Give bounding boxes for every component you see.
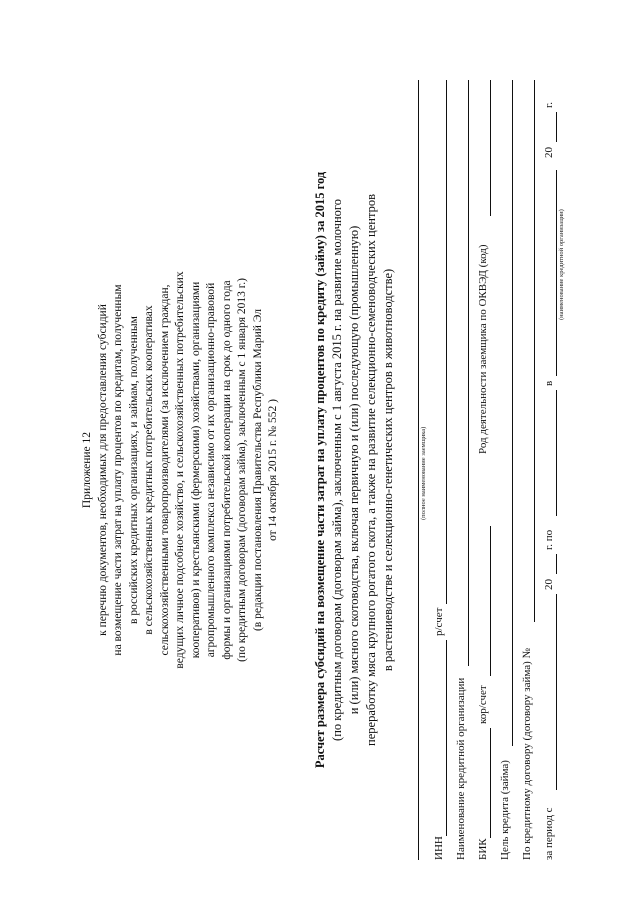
appendix-line: от 14 октября 2015 г. № 552 ) xyxy=(267,399,279,541)
year-suffix-2: г. xyxy=(543,101,555,108)
borrower-name-line[interactable] xyxy=(418,80,419,860)
in-label: в xyxy=(543,380,555,386)
corr-account-field[interactable] xyxy=(490,526,491,676)
inn-field[interactable] xyxy=(446,640,447,836)
appendix-line: Приложение 12 xyxy=(81,431,93,509)
year-field-2[interactable] xyxy=(556,112,557,142)
appendix-line: ведущих личное подсобное хозяйство, и сельскохозяйственных потребительских xyxy=(174,271,186,669)
appendix-line: кооперативов) и крестьянскими (фермерскими) хозяйствами, организациями xyxy=(189,281,202,659)
appendix-line: сельскохозяйственными товаропроизводителями (за исключением граждан, xyxy=(158,284,171,656)
corr-account-label: кор/счет xyxy=(477,685,489,724)
form-title xyxy=(312,80,397,860)
bank-name-hint: (наименование кредитной организации) xyxy=(558,209,565,320)
title-line: в растениеводстве и селекционно-генетических центров в животноводстве) xyxy=(381,268,395,672)
period-to-field[interactable] xyxy=(556,390,557,516)
appendix-line: на возмещение части затрат на уплату процентов по кредитам, полученным xyxy=(112,284,124,656)
period-from-label: за период с xyxy=(543,807,555,860)
year-prefix-2: 20 xyxy=(543,147,555,158)
bank-field[interactable] xyxy=(468,80,469,666)
okved-label: Род деятельности заемщика по ОКВЭД (код) xyxy=(477,244,489,454)
bik-field[interactable] xyxy=(490,728,491,838)
bank-label: Наименование кредитной организации xyxy=(455,677,467,860)
appendix-line: формы и организациями потребительской кооперации на срок до одного года xyxy=(220,280,233,660)
okved-field[interactable] xyxy=(490,80,491,216)
period-to-label: г. по xyxy=(543,529,555,550)
bik-label: БИК xyxy=(477,838,489,860)
year-field-1[interactable] xyxy=(556,554,557,574)
borrower-name-hint: (полное наименование заемщика) xyxy=(420,426,427,520)
appendix-line: в сельскохозяйственных кредитных потребительских кооперативах xyxy=(143,305,155,635)
contract-label: По кредитному договору (договору займа) № xyxy=(521,647,533,860)
appendix-header xyxy=(80,120,282,820)
title-line: (по кредитным договорам (договорам займа), заключенным с 1 августа 2015 г. на развитие молочного xyxy=(330,199,344,741)
title-line-main: Расчет размера субсидий на возмещение части затрат на уплату процентов по кредиту (займу) за 2015 год xyxy=(313,171,327,769)
account-field[interactable] xyxy=(446,80,447,604)
purpose-field[interactable] xyxy=(512,80,513,746)
appendix-line: агропромышленного комплекса независимо от их организационно-правовой xyxy=(205,282,217,658)
title-line: переработку мяса крупного рогатого скота, а также на развитие селекционно-семеноводческих центров xyxy=(364,194,378,746)
bank-in-field[interactable] xyxy=(556,170,557,376)
inn-label: ИНН xyxy=(433,836,445,860)
appendix-line: (в редакции постановления Правительства Республики Марий Эл xyxy=(251,308,264,632)
title-line: и (или) мясного скотоводства, включая первичную и (или) последующую (промышленную) xyxy=(347,225,361,715)
period-from-field[interactable] xyxy=(556,594,557,790)
appendix-line: к перечню документов, необходимых для предоставления субсидий xyxy=(96,304,109,636)
account-label: р/счет xyxy=(433,607,445,636)
purpose-label: Цель кредита (займа) xyxy=(499,760,511,860)
appendix-line: в российских кредитных организациях, и займам, полученным xyxy=(127,316,140,624)
appendix-line: (по кредитным договорам (договорам займа), заключенным с 1 января 2013 г.) xyxy=(236,278,248,662)
contract-field[interactable] xyxy=(534,80,535,622)
rotated-page xyxy=(60,60,600,880)
year-prefix-1: 20 xyxy=(543,579,555,590)
